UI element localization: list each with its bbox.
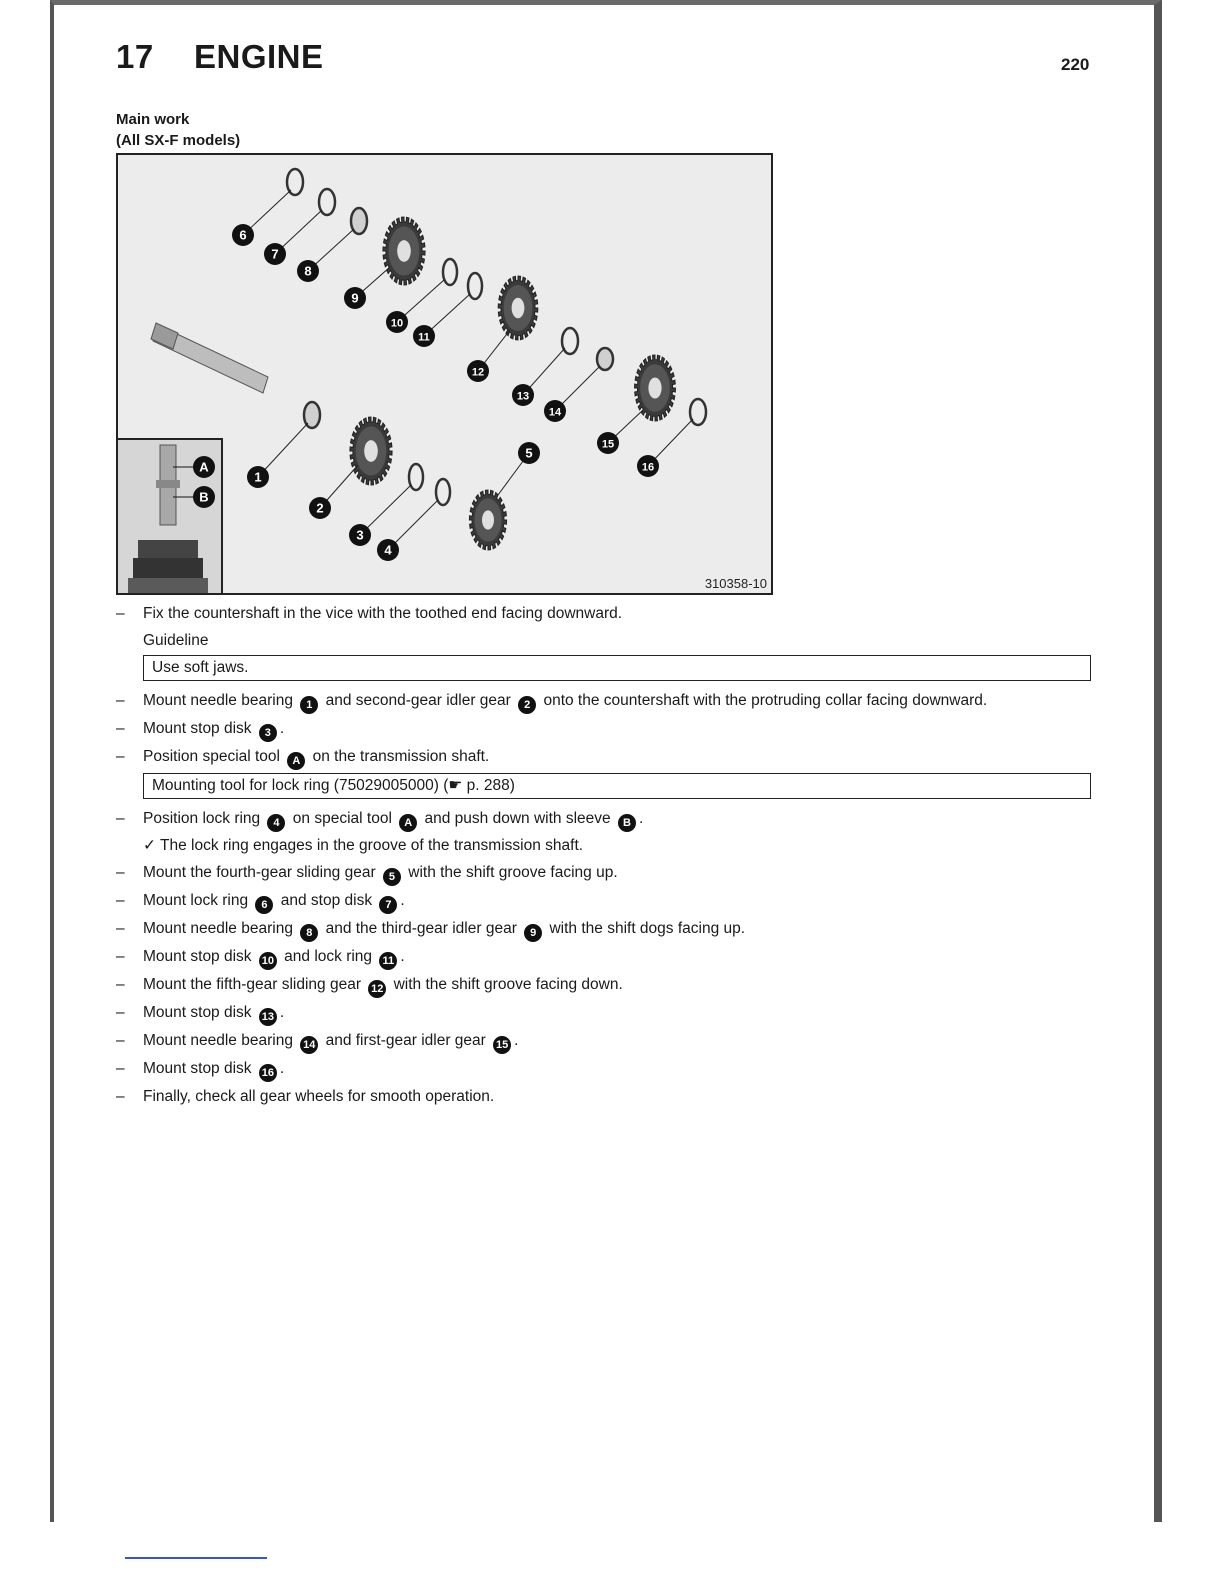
list-dash: – xyxy=(116,1088,125,1105)
callout-13 xyxy=(512,384,534,406)
instruction-step xyxy=(116,600,1091,628)
step-text: . xyxy=(279,720,285,737)
callout-B xyxy=(193,486,215,508)
svg-text:12: 12 xyxy=(471,366,485,379)
instruction-step xyxy=(116,999,1091,1027)
instruction-step xyxy=(116,1055,1091,1083)
callout-badge: 3 xyxy=(259,724,277,742)
exploded-view-figure xyxy=(116,153,773,595)
chapter-number: 17 xyxy=(116,38,154,75)
callout-10 xyxy=(386,311,408,333)
callout-6 xyxy=(232,224,254,246)
callout-badge: 14 xyxy=(300,1036,318,1054)
list-dash: – xyxy=(116,864,125,881)
svg-text:4: 4 xyxy=(384,542,392,558)
svg-text:B: B xyxy=(199,489,209,505)
lock-ring-11 xyxy=(468,273,482,299)
callout-badge: 5 xyxy=(383,868,401,886)
callout-badge: A xyxy=(399,814,417,832)
step-text: and stop disk xyxy=(276,892,377,909)
inset-gear-stack xyxy=(138,540,198,558)
step-text: and first-gear idler gear xyxy=(321,1032,491,1049)
step-text: . xyxy=(279,1004,285,1021)
step-text: Mount the fifth-gear sliding gear xyxy=(143,976,366,993)
callout-4 xyxy=(377,539,399,561)
instruction-step xyxy=(116,943,1091,971)
svg-text:11: 11 xyxy=(418,331,430,344)
chapter-title: ENGINE xyxy=(194,38,324,75)
step-text: with the shift groove facing up. xyxy=(403,864,618,881)
callout-badge: 4 xyxy=(267,814,285,832)
callout-8 xyxy=(297,260,319,282)
svg-text:1: 1 xyxy=(254,469,262,485)
first-gear-idler-15 xyxy=(635,355,676,421)
step-text: with the shift dogs facing up. xyxy=(545,920,746,937)
fourth-gear-sliding-5 xyxy=(469,490,506,550)
step-text: Mount stop disk xyxy=(143,1060,256,1077)
info-box: Mounting tool for lock ring (75029005000) (☛ p. 288) xyxy=(143,773,1091,799)
callout-badge: A xyxy=(287,752,305,770)
leader-line xyxy=(258,423,308,477)
callout-badge: 6 xyxy=(255,896,273,914)
instruction-step xyxy=(116,1027,1091,1055)
instruction-step xyxy=(116,687,1091,715)
svg-text:13: 13 xyxy=(516,390,530,403)
callout-badge: B xyxy=(618,814,636,832)
stop-disk-13 xyxy=(562,328,578,354)
step-text: Mount needle bearing xyxy=(143,1032,298,1049)
list-dash: – xyxy=(116,748,125,765)
step-text: Position special tool xyxy=(143,748,285,765)
step-text: Mount lock ring xyxy=(143,892,253,909)
callout-7 xyxy=(264,243,286,265)
countershaft xyxy=(151,323,268,393)
instruction-step xyxy=(116,887,1091,915)
callout-badge: 2 xyxy=(518,696,536,714)
step-text: Mount stop disk xyxy=(143,720,256,737)
list-dash: – xyxy=(116,948,125,965)
callout-badge: 12 xyxy=(368,980,386,998)
step-text: with the shift groove facing down. xyxy=(389,976,623,993)
svg-text:5: 5 xyxy=(525,445,533,461)
callout-9 xyxy=(344,287,366,309)
callout-badge: 13 xyxy=(259,1008,277,1026)
callout-badge: 15 xyxy=(493,1036,511,1054)
callout-badge: 10 xyxy=(259,952,277,970)
fifth-gear-sliding-12 xyxy=(498,276,538,340)
inset-vice xyxy=(128,578,208,595)
instruction-step xyxy=(116,715,1091,743)
instruction-step xyxy=(116,859,1091,887)
svg-text:8: 8 xyxy=(304,263,312,279)
callout-3 xyxy=(349,524,371,546)
step-text: . xyxy=(400,892,405,909)
list-dash: – xyxy=(116,720,125,737)
instruction-step xyxy=(116,805,1091,833)
second-gear-idler-2 xyxy=(350,417,392,485)
section-subtitle: (All SX-F models) xyxy=(116,132,241,149)
step-text: and second-gear idler gear xyxy=(321,692,516,709)
list-dash: – xyxy=(116,1032,125,1049)
guideline-label: Guideline xyxy=(143,632,209,649)
third-gear-idler-9 xyxy=(383,217,425,285)
step-text: Mount stop disk xyxy=(143,948,256,965)
stop-disk-3 xyxy=(409,464,423,490)
svg-text:10: 10 xyxy=(390,317,404,330)
inset-photo xyxy=(118,438,223,595)
svg-text:A: A xyxy=(199,459,209,475)
svg-text:3: 3 xyxy=(356,527,364,543)
step-text: Mount the fourth-gear sliding gear xyxy=(143,864,380,881)
page-number: 220 xyxy=(1061,55,1090,74)
step-text: and push down with sleeve xyxy=(420,810,615,827)
step-text: on special tool xyxy=(288,810,397,827)
callout-15 xyxy=(597,432,619,454)
callout-2 xyxy=(309,497,331,519)
callout-1 xyxy=(247,466,269,488)
svg-text:7: 7 xyxy=(271,246,279,262)
callout-badge: 9 xyxy=(524,924,542,942)
svg-text:2: 2 xyxy=(316,500,324,516)
step-text: Mount stop disk xyxy=(143,1004,256,1021)
inset-diagram xyxy=(118,440,221,595)
step-text: Mount needle bearing xyxy=(143,692,298,709)
svg-text:14: 14 xyxy=(548,406,562,419)
list-dash: – xyxy=(116,1060,125,1077)
callout-12 xyxy=(467,360,489,382)
callout-badge: 16 xyxy=(259,1064,277,1082)
stop-disk-10 xyxy=(443,259,457,285)
check-result: ✓ The lock ring engages in the groove of the transmission shaft. xyxy=(143,837,584,854)
step-text: Mount needle bearing xyxy=(143,920,298,937)
list-dash: – xyxy=(116,810,125,827)
list-dash: – xyxy=(116,976,125,993)
list-dash: – xyxy=(116,920,125,937)
list-dash: – xyxy=(116,605,125,622)
step-text: onto the countershaft with the protruding collar facing downward. xyxy=(539,692,988,709)
step-text: and lock ring xyxy=(279,948,377,965)
callout-badge: 11 xyxy=(379,952,397,970)
chapter-heading xyxy=(116,38,324,76)
svg-text:9: 9 xyxy=(351,290,359,306)
list-dash: – xyxy=(116,1004,125,1021)
instruction-step xyxy=(116,1083,1091,1111)
callout-14 xyxy=(544,400,566,422)
svg-text:6: 6 xyxy=(239,227,247,243)
list-dash: – xyxy=(116,892,125,909)
figure-id: 310358-10 xyxy=(704,576,767,591)
callout-5 xyxy=(518,442,540,464)
stop-disk-16 xyxy=(690,399,706,425)
step-text: on the transmission shaft. xyxy=(308,748,490,765)
step-text: . xyxy=(514,1032,519,1049)
instruction-step xyxy=(116,915,1091,943)
step-text: . xyxy=(638,810,644,827)
step-text: . xyxy=(279,1060,285,1077)
lock-ring-4 xyxy=(436,479,450,505)
svg-text:16: 16 xyxy=(641,461,655,474)
inset-tool xyxy=(156,480,180,488)
svg-text:15: 15 xyxy=(601,438,615,451)
footer-link-underline[interactable] xyxy=(125,1557,267,1559)
callout-badge: 1 xyxy=(300,696,318,714)
callout-badge: 7 xyxy=(379,896,397,914)
step-text: Fix the countershaft in the vice with the toothed end facing downward. xyxy=(143,605,623,622)
callout-16 xyxy=(637,455,659,477)
instruction-step xyxy=(116,743,1091,771)
step-text: and the third-gear idler gear xyxy=(321,920,522,937)
info-box: Use soft jaws. xyxy=(143,655,1091,681)
step-text: Position lock ring xyxy=(143,810,265,827)
instruction-list xyxy=(116,600,1091,1111)
inset-gear-stack-lower xyxy=(133,558,203,578)
callout-A xyxy=(193,456,215,478)
step-text: . xyxy=(400,948,405,965)
step-text: Finally, check all gear wheels for smooth operation. xyxy=(143,1088,495,1105)
list-dash: – xyxy=(116,692,125,709)
section-title: Main work xyxy=(116,111,190,128)
callout-badge: 8 xyxy=(300,924,318,942)
instruction-step xyxy=(116,971,1091,999)
callout-11 xyxy=(413,325,435,347)
section-heading xyxy=(116,109,240,151)
